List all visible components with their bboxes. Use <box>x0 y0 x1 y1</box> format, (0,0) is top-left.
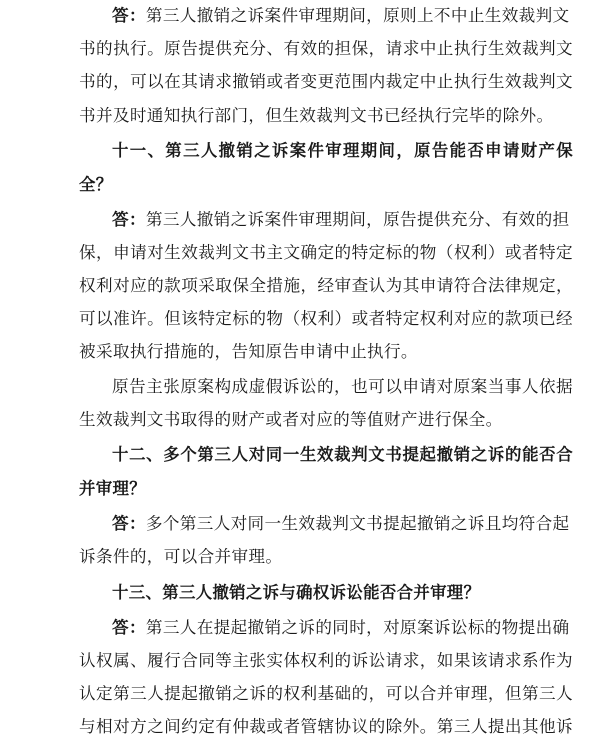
answer-lead: 答： <box>112 514 146 533</box>
answer-12-text-1: 多个第三人对同一生效裁判文书提起撤销之诉且均符合起 <box>145 514 570 533</box>
answer-13-line-3: 认定第三人提起撤销之诉的权利基础的，可以合并审理，但第三人 <box>79 684 573 703</box>
answer-lead: 答： <box>112 6 146 25</box>
answer-12-line-1 <box>112 514 573 534</box>
answer-10-line-4: 书并及时通知执行部门，但生效裁判文书已经执行完毕的除外。 <box>79 106 554 125</box>
question-12-line-2: 并审理？ <box>79 479 146 498</box>
answer-11-line-1 <box>112 210 573 230</box>
answer-10-line-3: 书的，可以在其请求撤销或者变更范围内裁定中止执行生效裁判文 <box>79 72 573 91</box>
answer-13-line-2: 认权属、履行合同等主张实体权利的诉讼请求，如果该请求系作为 <box>79 651 573 670</box>
paragraph-11b-line-2: 生效裁判文书取得的财产或者对应的等值财产进行保全。 <box>79 410 503 429</box>
answer-11-line-2: 保，申请对生效裁判文书主文确定的特定标的物（权利）或者特定 <box>79 243 573 262</box>
question-11-line-1: 十一、第三人撤销之诉案件审理期间，原告能否申请财产保 <box>112 141 573 160</box>
answer-11-text-1: 第三人撤销之诉案件审理期间，原告提供充分、有效的担 <box>145 210 570 229</box>
question-12-line-1: 十二、多个第三人对同一生效裁判文书提起撤销之诉的能否合 <box>112 445 573 464</box>
question-13-line-1: 十三、第三人撤销之诉与确权诉讼能否合并审理？ <box>112 583 481 602</box>
answer-11-line-4: 可以准许。但该特定标的物（权利）或者特定权利对应的款项已经 <box>79 309 573 328</box>
answer-11-line-5: 被采取执行措施的，告知原告申请中止执行。 <box>79 342 418 361</box>
answer-13-line-1 <box>112 618 573 638</box>
answer-lead: 答： <box>112 210 146 229</box>
answer-11-line-3: 权利对应的款项采取保全措施，经审查认为其申请符合法律规定， <box>79 276 573 295</box>
question-11-line-2: 全？ <box>79 175 113 194</box>
answer-10-line-1 <box>112 6 573 26</box>
paragraph-11b-line-1: 原告主张原案构成虚假诉讼的，也可以申请对原案当事人依据 <box>112 377 573 396</box>
answer-10-text-1: 第三人撤销之诉案件审理期间，原则上不中止生效裁判文 <box>145 6 570 25</box>
answer-lead: 答： <box>112 618 146 637</box>
answer-12-line-2: 诉条件的，可以合并审理。 <box>79 547 283 566</box>
answer-13-line-4: 与相对方之间约定有仲裁或者管辖协议的除外。第三人提出其他诉 <box>79 717 573 736</box>
answer-10-line-2: 书的执行。原告提供充分、有效的担保，请求中止执行生效裁判文 <box>79 39 573 58</box>
answer-13-text-1: 第三人在提起撤销之诉的同时，对原案诉讼标的物提出确 <box>145 618 570 637</box>
